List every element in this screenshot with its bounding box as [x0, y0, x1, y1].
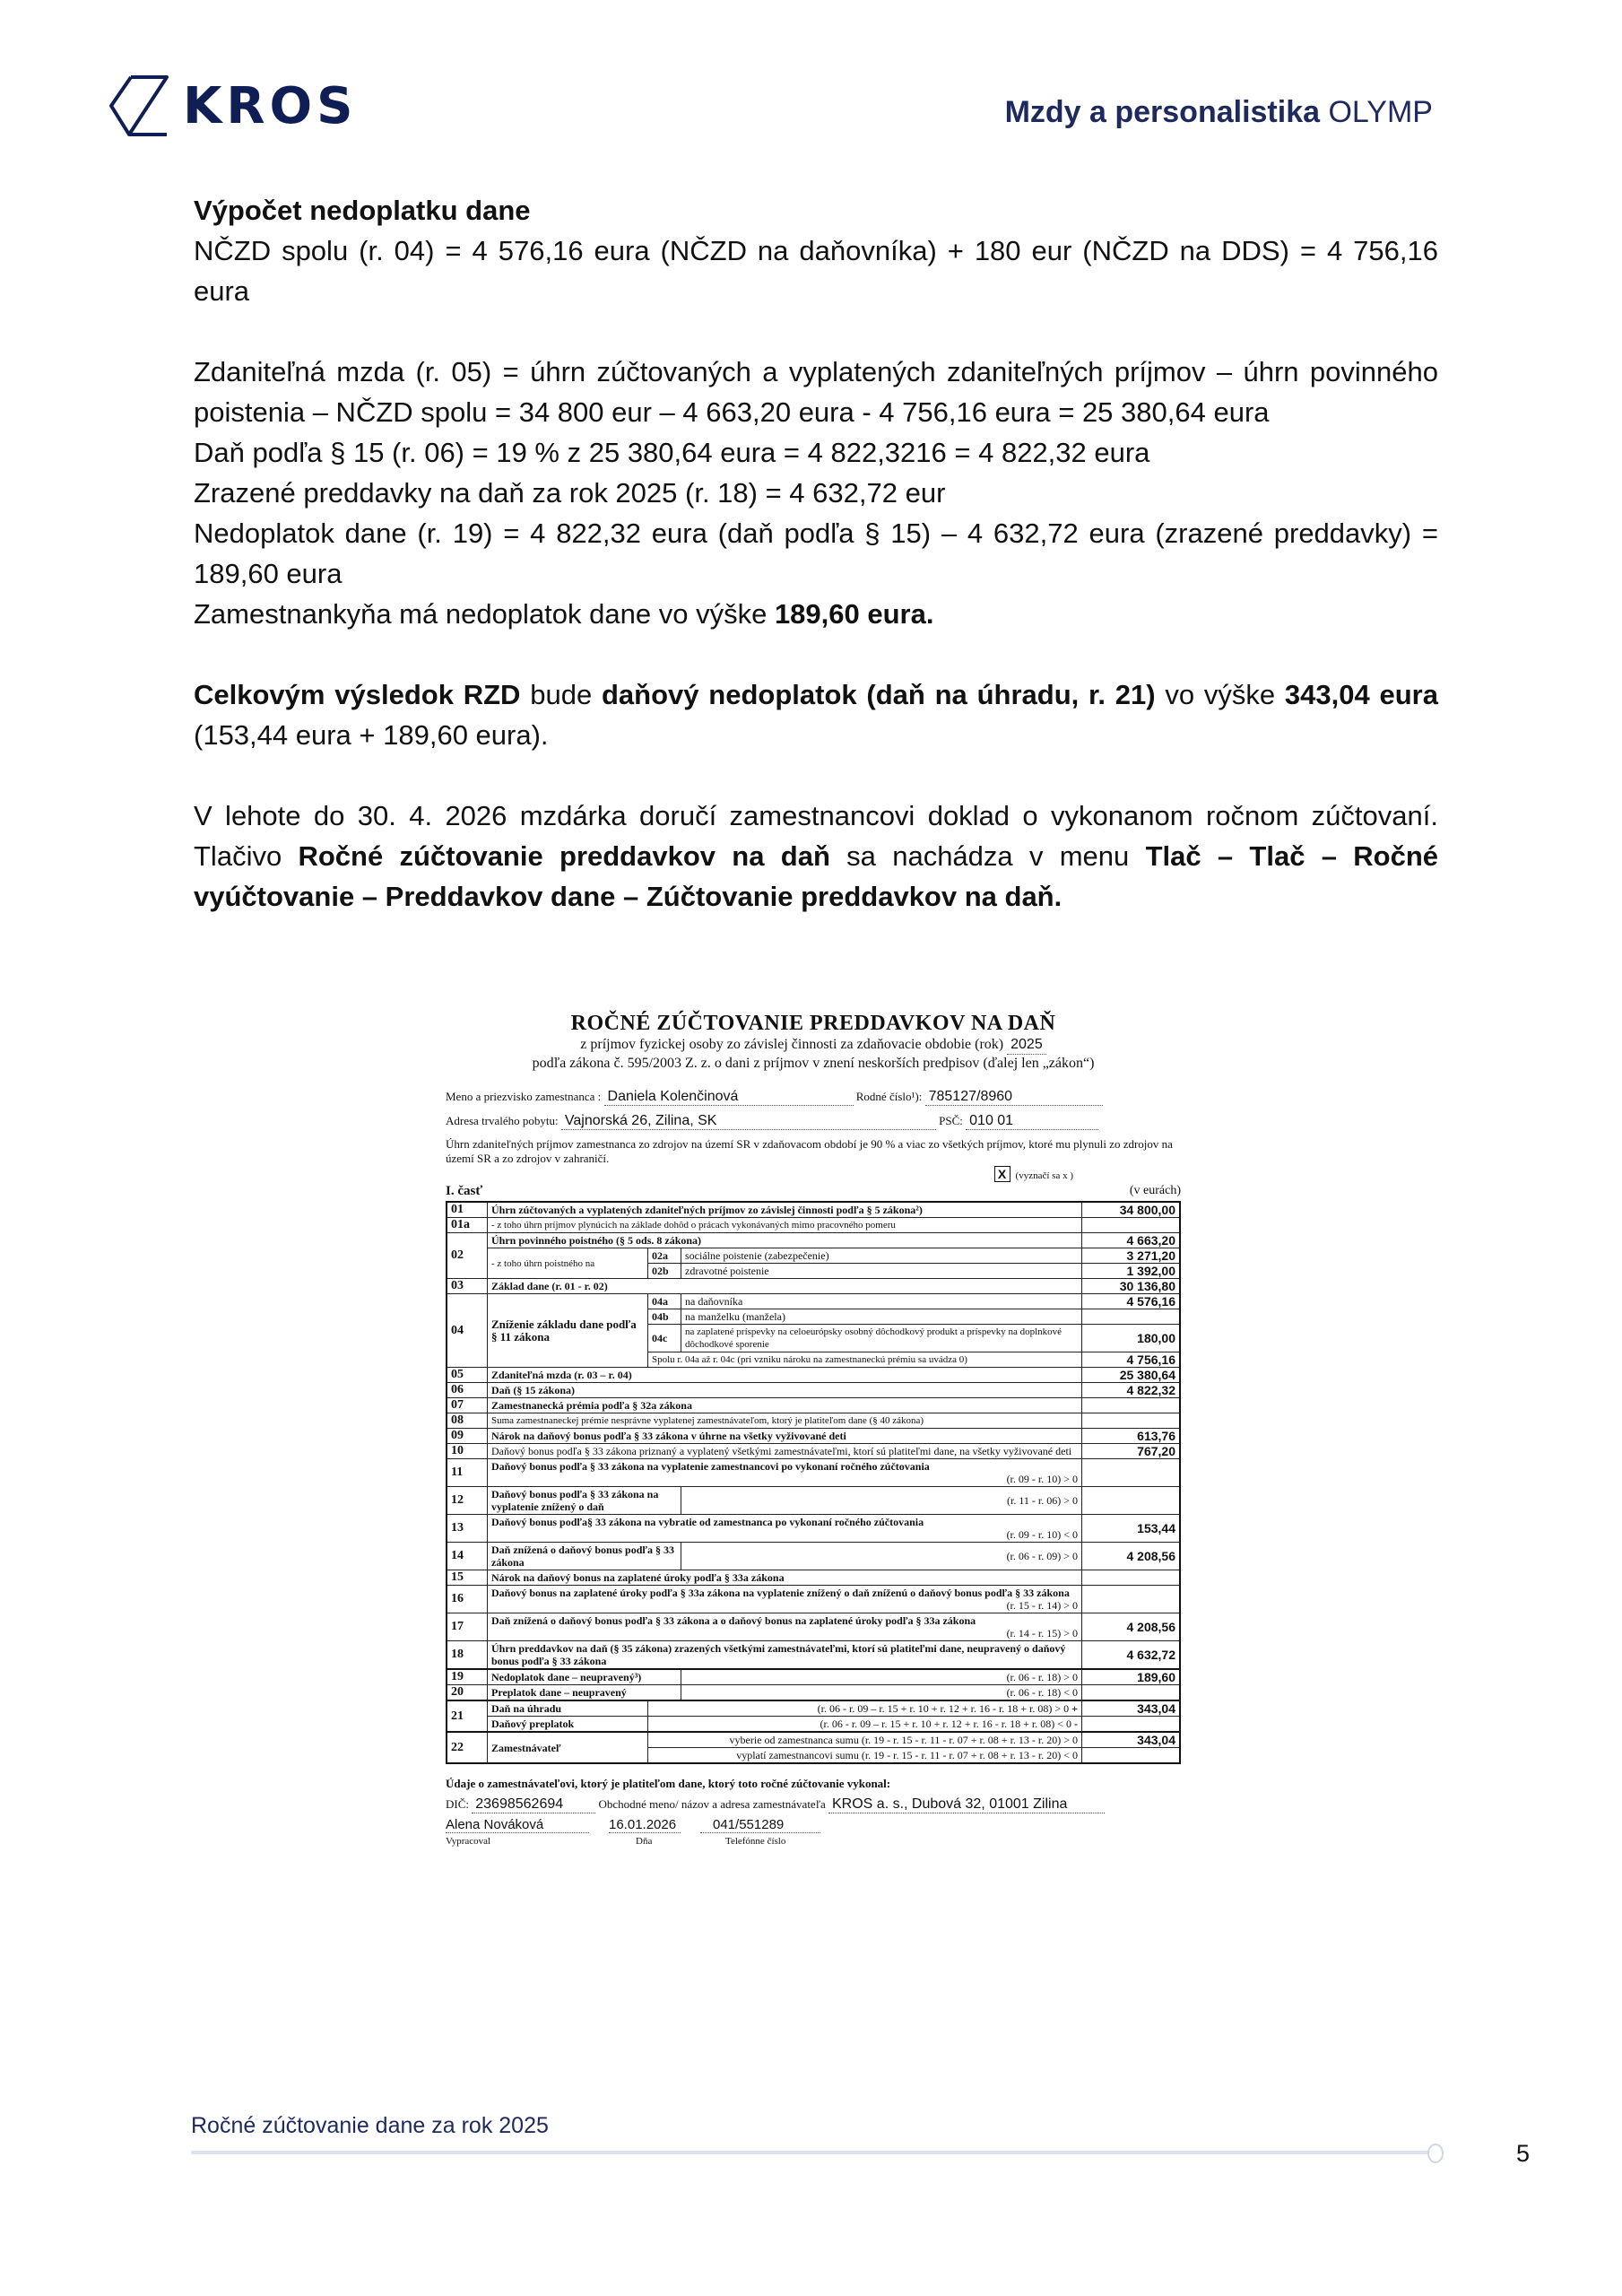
product-name	[1005, 95, 1433, 130]
form-subtitle-1	[446, 1036, 1181, 1055]
table-row: 09 Nárok na daňový bonus podľa § 33 zákona v úhrne na všetky vyživované deti 613,76	[447, 1429, 1180, 1444]
result-bold-1: Celkovým výsledok RZD	[194, 679, 521, 710]
form-table	[446, 1201, 1181, 1764]
form-subtitle-text: z príjmov fyzickej osoby zo závislej činnosti za zdaňovacie obdobie (rok)	[580, 1037, 1004, 1052]
postal-code-label: PSČ:	[939, 1114, 963, 1127]
table-row: 04b na manželku (manžela)	[447, 1309, 1180, 1325]
employer-line	[446, 1796, 1181, 1813]
tax-settlement-form-image	[446, 1012, 1181, 1847]
table-row: vyplatí zamestnancovi sumu (r. 19 - r. 15 - r. 11 - r. 07 + r. 08 + r. 13 - r. 20) < 0	[447, 1748, 1180, 1764]
page-header	[106, 74, 1433, 145]
result-bold-2: daňový nedoplatok (daň na úhradu, r. 21)	[601, 679, 1156, 710]
product-name-light: OLYMP	[1320, 95, 1433, 129]
footer-circle-icon	[1427, 2144, 1444, 2163]
form-subtitle-2: podľa zákona č. 595/2003 Z. z. o dani z príjmov v znení neskorších predpisov (ďalej len „zákon“)	[532, 1056, 1095, 1071]
table-row: 02b zdravotné poistenie 1 392,00	[447, 1264, 1180, 1279]
table-row: 13 Daňový bonus podľa§ 33 zákona na vybratie od zamestnanca po vykonaní ročného zúčtovania (r. 09 - r. 10) < 0 153,44	[447, 1515, 1180, 1543]
employee-address-row	[446, 1113, 1181, 1130]
table-row: 18 Úhrn preddavkov na daň (§ 35 zákona) zrazených všetkými zamestnávateľmi, ktorí sú platiteľmi dane, neupravený o daňový bonus podľa § 33 zákona 4 632,72	[447, 1641, 1180, 1670]
deadline-paragraph	[194, 796, 1438, 917]
date-value: 16.01.2026	[609, 1817, 681, 1833]
form-name: Ročné zúčtovanie preddavkov na daň	[298, 840, 830, 872]
postal-code-value: 010 01	[966, 1113, 1098, 1130]
result-text-1: bude	[520, 679, 602, 710]
table-row: 19 Nedoplatok dane – neupravený³) (r. 06 - r. 18) > 0 189,60	[447, 1669, 1180, 1685]
employee-name-row	[446, 1089, 1181, 1106]
result-text-3: (153,44 eura + 189,60 eura).	[194, 719, 549, 751]
table-row: 02 Úhrn povinného poistného (§ 5 ods. 8 zákona) 4 663,20	[447, 1233, 1180, 1248]
employer-name-label: Obchodné meno/ názov a adresa zamestnávateľa	[598, 1797, 826, 1811]
income-note: Úhrn zdaniteľných príjmov zamestnanca zo zdrojov na území SR v zdaňovacom období je 90 % a viac zo všetkých príjmov, ktoré mu plynuli zo zdrojov na území SR a zo zdrojov v zahraničí.	[446, 1137, 1173, 1165]
dic-value: 23698562694	[472, 1796, 595, 1813]
result-text-2: vo výške	[1155, 679, 1285, 710]
address-label: Adresa trvalého pobytu:	[446, 1114, 559, 1127]
table-row: 06 Daň (§ 15 zákona) 4 822,32	[447, 1383, 1180, 1398]
part-header	[446, 1184, 1181, 1199]
deadline-text-2: sa nachádza v menu	[829, 840, 1146, 872]
table-row: 01 Úhrn zúčtovaných a vyplatených zdaniteľných príjmov zo závislej činnosti podľa § 5 zákona²) 34 800,00	[447, 1202, 1180, 1218]
income-checkbox-row	[446, 1166, 1073, 1182]
birth-number-value: 785127/8960	[925, 1089, 1103, 1106]
ncz-line: NČZD spolu (r. 04) = 4 576,16 eura (NČZD na daňovníka) + 180 eur (NČZD na DDS) = 4 756,16 eura	[194, 235, 1438, 307]
dic-label: DIČ:	[446, 1797, 469, 1811]
address-value: Vajnorská 26, Zilina, SK	[561, 1113, 936, 1130]
table-row: 05 Zdaniteľná mzda (r. 03 – r. 04) 25 380,64	[447, 1368, 1180, 1383]
footer-divider	[191, 2151, 1433, 2154]
part-label: I. časť	[446, 1184, 483, 1198]
employee-result-amount: 189,60 eura.	[774, 598, 934, 630]
underpayment-line: Nedoplatok dane (r. 19) = 4 822,32 eura (daň podľa § 15) – 4 632,72 eura (zrazené preddavky) = 189,60 eura	[194, 517, 1438, 589]
table-row: Daňový preplatok (r. 06 - r. 09 – r. 15 + r. 10 + r. 12 + r. 16 - r. 18 + r. 08) < 0 -	[447, 1717, 1180, 1733]
income-checkbox: X	[994, 1166, 1010, 1182]
table-row: - z toho úhrn poistného na 02a sociálne poistenie (zabezpečenie) 3 271,20	[447, 1248, 1180, 1264]
menu-path: Tlač – Tlač – Ročné vyúčtovanie – Preddavkov dane – Zúčtovanie preddavkov na daň.	[194, 840, 1438, 912]
currency-note: (v eurách)	[1129, 1184, 1181, 1197]
signature-row	[446, 1817, 1181, 1847]
result-bold-3: 343,04 eura	[1284, 679, 1438, 710]
footer-title: Ročné zúčtovanie dane za rok 2025	[191, 2113, 549, 2138]
taxable-wage-line: Zdaniteľná mzda (r. 05) = úhrn zúčtovaných a vyplatených zdaniteľných príjmov – úhrn povinného poistenia – NČZD spolu = 34 800 eur – 4 663,20 eura - 4 756,16 eura = 25 380,64 eura	[194, 356, 1438, 428]
overall-result-paragraph	[194, 674, 1438, 755]
table-row: 20 Preplatok dane – neupravený (r. 06 - r. 18) < 0	[447, 1685, 1180, 1701]
logo-text: KROS	[183, 76, 358, 135]
section-heading: Výpočet nedoplatku dane	[194, 195, 531, 226]
checkbox-note: (vyznačí sa x )	[1015, 1170, 1073, 1181]
employee-name-value: Daniela Kolenčinová	[604, 1089, 854, 1106]
advances-line: Zrazené preddavky na daň za rok 2025 (r. 18) = 4 632,72 eur	[194, 477, 946, 509]
table-row: 11 Daňový bonus podľa § 33 zákona na vyplatenie zamestnancovi po vykonaní ročného zúčtovania (r. 09 - r. 10) > 0	[447, 1459, 1180, 1487]
table-row: 17 Daň znížená o daňový bonus podľa § 33 zákona a o daňový bonus na zaplatené úroky podľa § 33a zákona (r. 14 - r. 15) > 0 4 208,56	[447, 1613, 1180, 1641]
table-row: 01a - z toho úhrn príjmov plynúcich na základe dohôd o prácach vykonávaných mimo pracovného pomeru	[447, 1218, 1180, 1233]
table-row: 15 Nárok na daňový bonus na zaplatené úroky podľa § 33a zákona	[447, 1570, 1180, 1586]
employer-title: Údaje o zamestnávateľovi, ktorý je platiteľom dane, ktorý toto ročné zúčtovanie vykonal:	[446, 1777, 891, 1790]
tax-line: Daň podľa § 15 (r. 06) = 19 % z 25 380,64 eura = 4 822,3216 = 4 822,32 eura	[194, 437, 1150, 468]
employee-name-label: Meno a priezvisko zamestnanca :	[446, 1090, 602, 1103]
table-row: 03 Základ dane (r. 01 - r. 02) 30 136,80	[447, 1279, 1180, 1294]
page-number: 5	[1516, 2140, 1531, 2167]
table-row: 21 Daň na úhradu (r. 06 - r. 09 – r. 15 + r. 10 + r. 12 + r. 16 - r. 18 + r. 08) > 0 + 343,04	[447, 1700, 1180, 1717]
product-name-bold: Mzdy a personalistika	[1004, 95, 1321, 129]
body-text	[194, 190, 1438, 917]
birth-number-label: Rodné číslo¹):	[855, 1090, 923, 1103]
kros-logo	[106, 74, 357, 138]
employee-result-line	[194, 594, 1438, 634]
table-row: 07 Zamestnanecká prémia podľa § 32a zákona	[447, 1398, 1180, 1413]
table-row: 08 Suma zamestnaneckej prémie nesprávne vyplatenej zamestnávateľom, ktorý je platiteľom dane (§ 40 zákona)	[447, 1413, 1180, 1429]
phone-label: Telefónne číslo	[725, 1836, 786, 1847]
kros-logo-icon	[106, 74, 170, 138]
form-year: 2025	[1007, 1036, 1046, 1055]
prepared-by-value: Alena Nováková	[446, 1817, 589, 1833]
deadline-text-1: V lehote do 30. 4. 2026 mzdárka doručí zamestnancovi doklad o vykonanom ročnom zúčtovaní. Tlačivo	[194, 800, 1438, 872]
table-row: 04 Zníženie základu dane podľa § 11 zákona 04a na daňovníka 4 576,16	[447, 1294, 1180, 1309]
employee-result-text: Zamestnankyňa má nedoplatok dane vo výške	[194, 598, 775, 630]
form-title: ROČNÉ ZÚČTOVANIE PREDDAVKOV NA DAŇ	[570, 1012, 1056, 1035]
date-label: Dňa	[636, 1836, 653, 1847]
table-row: 14 Daň znížená o daňový bonus podľa § 33 zákona (r. 06 - r. 09) > 0 4 208,56	[447, 1543, 1180, 1570]
table-row: 04c na zaplatené príspevky na celoeurópsky osobný dôchodkový produkt a príspevky na doplnkové dôchodkové sporenie 180,00	[447, 1325, 1180, 1352]
employer-section	[446, 1777, 1181, 1847]
prepared-by-label: Vypracoval	[446, 1836, 491, 1847]
table-row: 12 Daňový bonus podľa § 33 zákona na vyplatenie znížený o daň (r. 11 - r. 06) > 0	[447, 1487, 1180, 1515]
table-row: 22 Zamestnávateľ vyberie od zamestnanca sumu (r. 19 - r. 15 - r. 11 - r. 07 + r. 08 + r. 13 - r. 20) > 0 343,04	[447, 1732, 1180, 1748]
phone-value: 041/551289	[700, 1817, 820, 1833]
table-row: 16 Daňový bonus na zaplatené úroky podľa § 33a zákona na vyplatenie znížený o daň zníženú o daňový bonus podľa § 33 zákona (r. 15 - r. 14) > 0	[447, 1586, 1180, 1613]
table-row: Spolu r. 04a až r. 04c (pri vzniku nároku na zamestnaneckú prémiu sa uvádza 0) 4 756,16	[447, 1352, 1180, 1368]
table-row: 10 Daňový bonus podľa § 33 zákona priznaný a vyplatený všetkými zamestnávateľmi, ktorí sú platiteľmi dane, na všetky vyživované deti 767,20	[447, 1444, 1180, 1459]
employer-name-value: KROS a. s., Dubová 32, 01001 Zilina	[828, 1796, 1105, 1813]
